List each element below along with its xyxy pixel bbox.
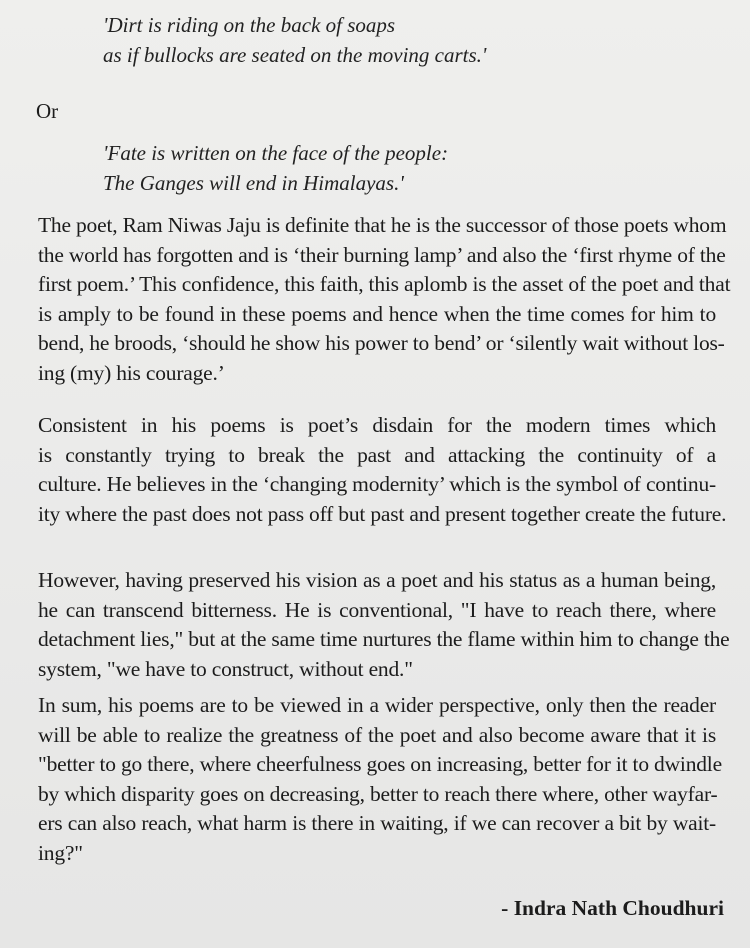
paragraph-line: he can transcend bitterness. He is conventional, "I have to reach there, where — [38, 597, 716, 622]
verse-quote-fate — [103, 138, 448, 198]
verse-quote-dirt — [103, 10, 486, 70]
paragraph-line: The poet, Ram Niwas Jaju is definite that he is the successor of those poets whom — [38, 213, 727, 237]
paragraph-line: However, having preserved his vision as a poet and his status as a human being, — [38, 568, 716, 592]
verse-line: 'Dirt is riding on the back of soaps — [103, 13, 396, 37]
paragraph-successor — [38, 211, 731, 389]
paragraph-line: system, "we have to construct, without end." — [38, 656, 413, 681]
paragraph-line: culture. He believes in the ‘changing modernity’ which is the symbol of continu- — [38, 472, 716, 497]
paragraph-in-sum — [38, 691, 722, 869]
paragraph-line: by which disparity goes on decreasing, better to reach there where, other wayfar- — [38, 781, 718, 806]
verse-line: 'Fate is written on the face of the people: — [103, 141, 449, 165]
paragraph-line: In sum, his poems are to be viewed in a wider perspective, only then the reader — [38, 693, 716, 717]
verse-line: as if bullocks are seated on the moving carts.' — [103, 43, 487, 67]
paragraph-line: the world has forgotten and is ‘their burning lamp’ and also the ‘first rhyme of the — [38, 242, 726, 267]
paragraph-line: "better to go there, where cheerfulness goes on increasing, better for it to dwindle — [38, 752, 722, 777]
paragraph-line: is constantly trying to break the past and attacking the continuity of a — [38, 442, 716, 467]
paragraph-modernity — [38, 411, 727, 529]
paragraph-line: bend, he broods, ‘should he show his power to bend’ or ‘silently wait without los- — [38, 331, 725, 356]
paragraph-line: first poem.’ This confidence, this faith, this aplomb is the asset of the poet and that — [38, 272, 731, 297]
verse-line: The Ganges will end in Himalayas.' — [103, 171, 404, 195]
paragraph-line: is amply to be found in these poems and hence when the time comes for him to — [38, 301, 716, 326]
paragraph-line: ing (my) his courage.’ — [38, 360, 225, 385]
or-separator: Or — [36, 99, 59, 123]
paragraph-line: detachment lies," but at the same time nurtures the flame within him to change the — [38, 627, 730, 652]
paragraph-line: Consistent in his poems is poet’s disdain for the modern times which — [38, 413, 716, 437]
paragraph-line: ing?" — [38, 840, 83, 865]
paragraph-line: ity where the past does not pass off but past and present together create the future. — [38, 501, 727, 526]
paragraph-line: will be able to realize the greatness of the poet and also become aware that it is — [38, 722, 716, 747]
paragraph-line: ers can also reach, what harm is there in waiting, if we can recover a bit by wait- — [38, 811, 716, 836]
author-signature: - Indra Nath Choudhuri — [501, 896, 724, 920]
paragraph-vision — [38, 566, 730, 684]
